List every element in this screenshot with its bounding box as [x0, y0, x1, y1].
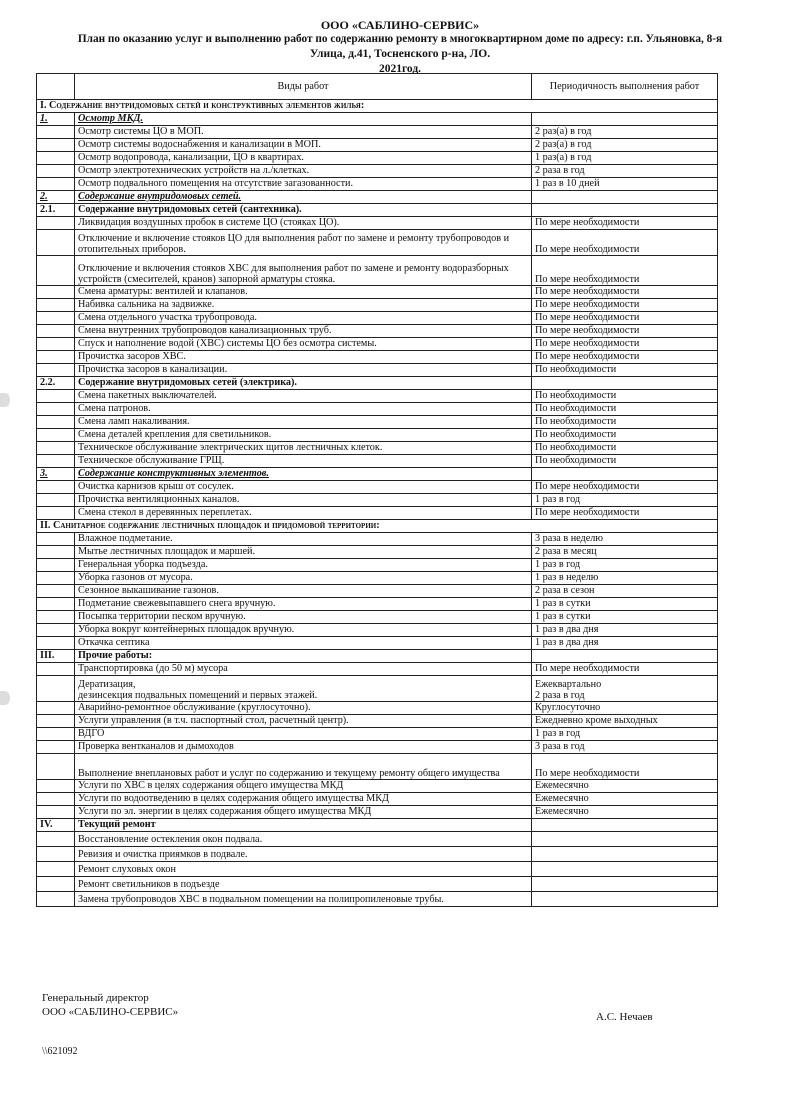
- work-description: Ремонт слуховых окон: [75, 862, 532, 877]
- group-row: [37, 377, 718, 390]
- work-periodicity: По мере необходимости: [532, 312, 718, 325]
- work-description: Прочистка засоров ХВС.: [75, 351, 532, 364]
- work-description: Очистка карнизов крыш от сосулек.: [75, 481, 532, 494]
- row-number: [37, 847, 75, 862]
- row-number: [37, 637, 75, 650]
- row-number: [37, 728, 75, 741]
- group-row: [37, 819, 718, 832]
- work-description: Содержание внутридомовых сетей.: [75, 191, 532, 204]
- work-periodicity: 1 раз(а) в год: [532, 152, 718, 165]
- director-company: ООО «САБЛИНО-СЕРВИС»: [42, 1006, 179, 1018]
- work-periodicity: По мере необходимости: [532, 663, 718, 676]
- table-row: [37, 598, 718, 611]
- table-row: [37, 559, 718, 572]
- plan-title-line2: Улица, д.41, Тосненского р-на, ЛО.: [309, 48, 491, 60]
- row-number: [37, 390, 75, 403]
- scan-hole-mark: [0, 393, 10, 407]
- work-description: Смена ламп накаливания.: [75, 416, 532, 429]
- table-row: [37, 572, 718, 585]
- work-description: Смена арматуры: вентилей и клапанов.: [75, 286, 532, 299]
- table-row: [37, 165, 718, 178]
- work-description: Осмотр электротехнических устройств на л./клетках.: [75, 165, 532, 178]
- table-row: [37, 338, 718, 351]
- work-periodicity: [532, 847, 718, 862]
- work-periodicity: По необходимости: [532, 429, 718, 442]
- row-number: [37, 507, 75, 520]
- row-number: III.: [37, 650, 75, 663]
- work-periodicity: 1 раз в два дня: [532, 637, 718, 650]
- work-periodicity: 2 раза в месяц: [532, 546, 718, 559]
- group-row: [37, 650, 718, 663]
- group-row: [37, 191, 718, 204]
- table-row: [37, 832, 718, 847]
- work-description: Прочистка вентиляционных каналов.: [75, 494, 532, 507]
- header-periodicity: Периодичность выполнения работ: [532, 74, 718, 100]
- row-number: [37, 299, 75, 312]
- table-row: [37, 152, 718, 165]
- row-number: 2.: [37, 191, 75, 204]
- work-description: Прочие работы:: [75, 650, 532, 663]
- table-row: [37, 178, 718, 191]
- table-row: [37, 793, 718, 806]
- work-description: Отключение и включения стояков ХВС для выполнения работ по замене и ремонту водоразборных устройств (смесителей, кранов) запорной арматуры стояка.: [75, 256, 532, 286]
- section-row: [37, 100, 718, 113]
- work-description: Смена пакетных выключателей.: [75, 390, 532, 403]
- work-description: Ликвидация воздушных пробок в системе ЦО (стояках ЦО).: [75, 217, 532, 230]
- header-works: Виды работ: [75, 74, 532, 100]
- work-description: Откачка септика: [75, 637, 532, 650]
- table-row: [37, 230, 718, 256]
- table-row: [37, 429, 718, 442]
- row-number: [37, 546, 75, 559]
- work-periodicity: По мере необходимости: [532, 754, 718, 780]
- row-number: [37, 862, 75, 877]
- director-name: А.С. Нечаев: [596, 1011, 653, 1023]
- work-periodicity: [532, 113, 718, 126]
- table-row: [37, 611, 718, 624]
- work-description: Посыпка территории песком вручную.: [75, 611, 532, 624]
- work-periodicity: По необходимости: [532, 442, 718, 455]
- row-number: 2.2.: [37, 377, 75, 390]
- row-number: [37, 230, 75, 256]
- work-periodicity: По мере необходимости: [532, 338, 718, 351]
- header-num-cell: [37, 74, 75, 100]
- document-code: \\621092: [42, 1046, 78, 1057]
- table-row: [37, 494, 718, 507]
- row-number: [37, 624, 75, 637]
- table-row: [37, 442, 718, 455]
- table-row: [37, 126, 718, 139]
- work-description: Дератизация, дезинсекция подвальных помещений и первых этажей.: [75, 676, 532, 702]
- work-description: Смена патронов.: [75, 403, 532, 416]
- row-number: IV.: [37, 819, 75, 832]
- work-periodicity: По мере необходимости: [532, 325, 718, 338]
- work-periodicity: 3 раза в неделю: [532, 533, 718, 546]
- works-plan-body: [37, 74, 718, 907]
- work-description: Осмотр МКД.: [75, 113, 532, 126]
- work-periodicity: 3 раза в год: [532, 741, 718, 754]
- work-description: Уборка газонов от мусора.: [75, 572, 532, 585]
- work-description: Восстановление остекления окон подвала.: [75, 832, 532, 847]
- row-number: [37, 139, 75, 152]
- row-number: [37, 256, 75, 286]
- table-row: [37, 351, 718, 364]
- table-row: [37, 847, 718, 862]
- table-row: [37, 533, 718, 546]
- work-periodicity: [532, 892, 718, 907]
- work-periodicity: 1 раз в два дня: [532, 624, 718, 637]
- company-name: ООО «САБЛИНО-СЕРВИС»: [320, 18, 480, 32]
- table-row: [37, 715, 718, 728]
- row-number: 2.1.: [37, 204, 75, 217]
- row-number: [37, 165, 75, 178]
- table-row: [37, 481, 718, 494]
- table-row: [37, 585, 718, 598]
- table-row: [37, 286, 718, 299]
- table-row: [37, 416, 718, 429]
- section-title: II. Санитарное содержание лестничных площадок и придомовой территории:: [37, 520, 718, 533]
- work-periodicity: По мере необходимости: [532, 217, 718, 230]
- row-number: [37, 312, 75, 325]
- work-periodicity: 1 раз в год: [532, 494, 718, 507]
- work-description: Выполнение внеплановых работ и услуг по содержанию и текущему ремонту общего имущества: [75, 754, 532, 780]
- work-description: Сезонное выкашивание газонов.: [75, 585, 532, 598]
- work-description: Техническое обслуживание ГРЩ.: [75, 455, 532, 468]
- work-periodicity: [532, 191, 718, 204]
- row-number: [37, 780, 75, 793]
- group-row: [37, 113, 718, 126]
- table-row: [37, 624, 718, 637]
- row-number: [37, 178, 75, 191]
- table-row: [37, 507, 718, 520]
- work-periodicity: [532, 877, 718, 892]
- work-description: Прочистка засоров в канализации.: [75, 364, 532, 377]
- work-periodicity: [532, 650, 718, 663]
- table-row: [37, 139, 718, 152]
- row-number: [37, 429, 75, 442]
- work-periodicity: 2 раз(а) в год: [532, 139, 718, 152]
- director-title: Генеральный директор: [42, 992, 149, 1004]
- row-number: [37, 416, 75, 429]
- work-periodicity: По мере необходимости: [532, 481, 718, 494]
- table-row: [37, 877, 718, 892]
- row-number: 3.: [37, 468, 75, 481]
- row-number: 1.: [37, 113, 75, 126]
- work-periodicity: [532, 862, 718, 877]
- work-description: ВДГО: [75, 728, 532, 741]
- row-number: [37, 481, 75, 494]
- row-number: [37, 741, 75, 754]
- work-periodicity: [532, 819, 718, 832]
- work-description: Мытье лестничных площадок и маршей.: [75, 546, 532, 559]
- row-number: [37, 217, 75, 230]
- row-number: [37, 442, 75, 455]
- work-periodicity: Ежедневно кроме выходных: [532, 715, 718, 728]
- work-periodicity: По мере необходимости: [532, 507, 718, 520]
- work-description: Ремонт светильников в подъезде: [75, 877, 532, 892]
- work-description: Текущий ремонт: [75, 819, 532, 832]
- plan-title-line1: План по оказанию услуг и выполнению работ по содержанию ремонту в многоквартирном доме по адресу: г.п. Ульяновка, 8-я: [77, 33, 723, 45]
- row-number: [37, 702, 75, 715]
- table-row: [37, 741, 718, 754]
- group-row: [37, 204, 718, 217]
- plan-year: 2021год.: [378, 63, 422, 75]
- row-number: [37, 152, 75, 165]
- work-description: Смена стекол в деревянных переплетах.: [75, 507, 532, 520]
- row-number: [37, 559, 75, 572]
- work-description: Содержание внутридомовых сетей (сантехника).: [75, 204, 532, 217]
- table-row: [37, 546, 718, 559]
- row-number: [37, 126, 75, 139]
- work-periodicity: По необходимости: [532, 455, 718, 468]
- work-periodicity: Круглосуточно: [532, 702, 718, 715]
- row-number: [37, 494, 75, 507]
- work-description: Услуги управления (в т.ч. паспортный стол, расчетный центр).: [75, 715, 532, 728]
- work-description: Содержание внутридомовых сетей (электрика).: [75, 377, 532, 390]
- work-periodicity: 1 раз в неделю: [532, 572, 718, 585]
- work-description: Отключение и включение стояков ЦО для выполнения работ по замене и ремонту трубопроводов и отопительных приборов.: [75, 230, 532, 256]
- work-periodicity: По мере необходимости: [532, 286, 718, 299]
- table-row: [37, 312, 718, 325]
- work-periodicity: [532, 204, 718, 217]
- work-periodicity: 2 раз(а) в год: [532, 126, 718, 139]
- work-description: Транспортировка (до 50 м) мусора: [75, 663, 532, 676]
- table-row: [37, 390, 718, 403]
- group-row: [37, 468, 718, 481]
- work-periodicity: Ежеквартально 2 раза в год: [532, 676, 718, 702]
- work-periodicity: По необходимости: [532, 390, 718, 403]
- work-description: Услуги по эл. энергии в целях содержания общего имущества МКД: [75, 806, 532, 819]
- table-row: [37, 663, 718, 676]
- section-row: [37, 520, 718, 533]
- row-number: [37, 403, 75, 416]
- row-number: [37, 351, 75, 364]
- row-number: [37, 806, 75, 819]
- work-periodicity: 1 раз в год: [532, 559, 718, 572]
- work-description: Услуги по ХВС в целях содержания общего имущества МКД: [75, 780, 532, 793]
- work-description: Аварийно-ремонтное обслуживание (круглосуточно).: [75, 702, 532, 715]
- table-row: [37, 702, 718, 715]
- work-periodicity: По необходимости: [532, 403, 718, 416]
- table-row: [37, 256, 718, 286]
- work-periodicity: По необходимости: [532, 416, 718, 429]
- work-description: Спуск и наполнение водой (ХВС) системы ЦО без осмотра системы.: [75, 338, 532, 351]
- row-number: [37, 325, 75, 338]
- row-number: [37, 286, 75, 299]
- table-row: [37, 325, 718, 338]
- row-number: [37, 572, 75, 585]
- row-number: [37, 877, 75, 892]
- work-description: Услуги по водоотведению в целях содержания общего имущества МКД: [75, 793, 532, 806]
- work-periodicity: Ежемесячно: [532, 780, 718, 793]
- work-periodicity: 1 раз в сутки: [532, 611, 718, 624]
- work-description: Содержание конструктивных элементов.: [75, 468, 532, 481]
- row-number: [37, 533, 75, 546]
- row-number: [37, 585, 75, 598]
- work-periodicity: 1 раз в сутки: [532, 598, 718, 611]
- work-description: Ревизия и очистка приямков в подвале.: [75, 847, 532, 862]
- row-number: [37, 676, 75, 702]
- table-row: [37, 455, 718, 468]
- table-row: [37, 676, 718, 702]
- work-description: Смена внутренних трубопроводов канализационных труб.: [75, 325, 532, 338]
- table-row: [37, 637, 718, 650]
- work-description: Осмотр водопровода, канализации, ЦО в квартирах.: [75, 152, 532, 165]
- table-row: [37, 299, 718, 312]
- scan-hole-mark: [0, 691, 10, 705]
- work-periodicity: 1 раз в 10 дней: [532, 178, 718, 191]
- work-periodicity: [532, 377, 718, 390]
- work-description: Уборка вокруг контейнерных площадок вручную.: [75, 624, 532, 637]
- row-number: [37, 455, 75, 468]
- table-row: [37, 403, 718, 416]
- work-description: Проверка вентканалов и дымоходов: [75, 741, 532, 754]
- table-row: [37, 892, 718, 907]
- table-row: [37, 754, 718, 780]
- table-row: [37, 862, 718, 877]
- row-number: [37, 892, 75, 907]
- table-row: [37, 806, 718, 819]
- work-periodicity: 2 раза в год: [532, 165, 718, 178]
- row-number: [37, 715, 75, 728]
- work-periodicity: [532, 832, 718, 847]
- section-title: I. Содержание внутридомовых сетей и конструктивных элементов жилья:: [37, 100, 718, 113]
- row-number: [37, 338, 75, 351]
- work-periodicity: [532, 468, 718, 481]
- row-number: [37, 793, 75, 806]
- table-row: [37, 217, 718, 230]
- work-periodicity: По мере необходимости: [532, 351, 718, 364]
- work-periodicity: 2 раза в сезон: [532, 585, 718, 598]
- work-description: Осмотр системы водоснабжения и канализации в МОП.: [75, 139, 532, 152]
- work-description: Влажное подметание.: [75, 533, 532, 546]
- work-description: Смена отдельного участка трубопровода.: [75, 312, 532, 325]
- work-description: Осмотр системы ЦО в МОП.: [75, 126, 532, 139]
- row-number: [37, 598, 75, 611]
- work-periodicity: По необходимости: [532, 364, 718, 377]
- row-number: [37, 832, 75, 847]
- work-description: Замена трубопроводов ХВС в подвальном помещении на полипропиленовые трубы.: [75, 892, 532, 907]
- work-description: Подметание свежевыпавшего снега вручную.: [75, 598, 532, 611]
- work-periodicity: Ежемесячно: [532, 793, 718, 806]
- table-row: [37, 728, 718, 741]
- table-row: [37, 780, 718, 793]
- work-periodicity: По мере необходимости: [532, 256, 718, 286]
- work-description: Смена деталей крепления для светильников.: [75, 429, 532, 442]
- table-header-row: [37, 74, 718, 100]
- works-plan-table: [36, 73, 718, 907]
- work-periodicity: По мере необходимости: [532, 230, 718, 256]
- work-periodicity: 1 раз в год: [532, 728, 718, 741]
- row-number: [37, 754, 75, 780]
- work-description: Набивка сальника на задвижке.: [75, 299, 532, 312]
- table-row: [37, 364, 718, 377]
- work-periodicity: По мере необходимости: [532, 299, 718, 312]
- work-description: Генеральная уборка подъезда.: [75, 559, 532, 572]
- row-number: [37, 364, 75, 377]
- row-number: [37, 611, 75, 624]
- work-periodicity: Ежемесячно: [532, 806, 718, 819]
- row-number: [37, 663, 75, 676]
- work-description: Осмотр подвального помещения на отсутствие загазованности.: [75, 178, 532, 191]
- work-description: Техническое обслуживание электрических щитов лестничных клеток.: [75, 442, 532, 455]
